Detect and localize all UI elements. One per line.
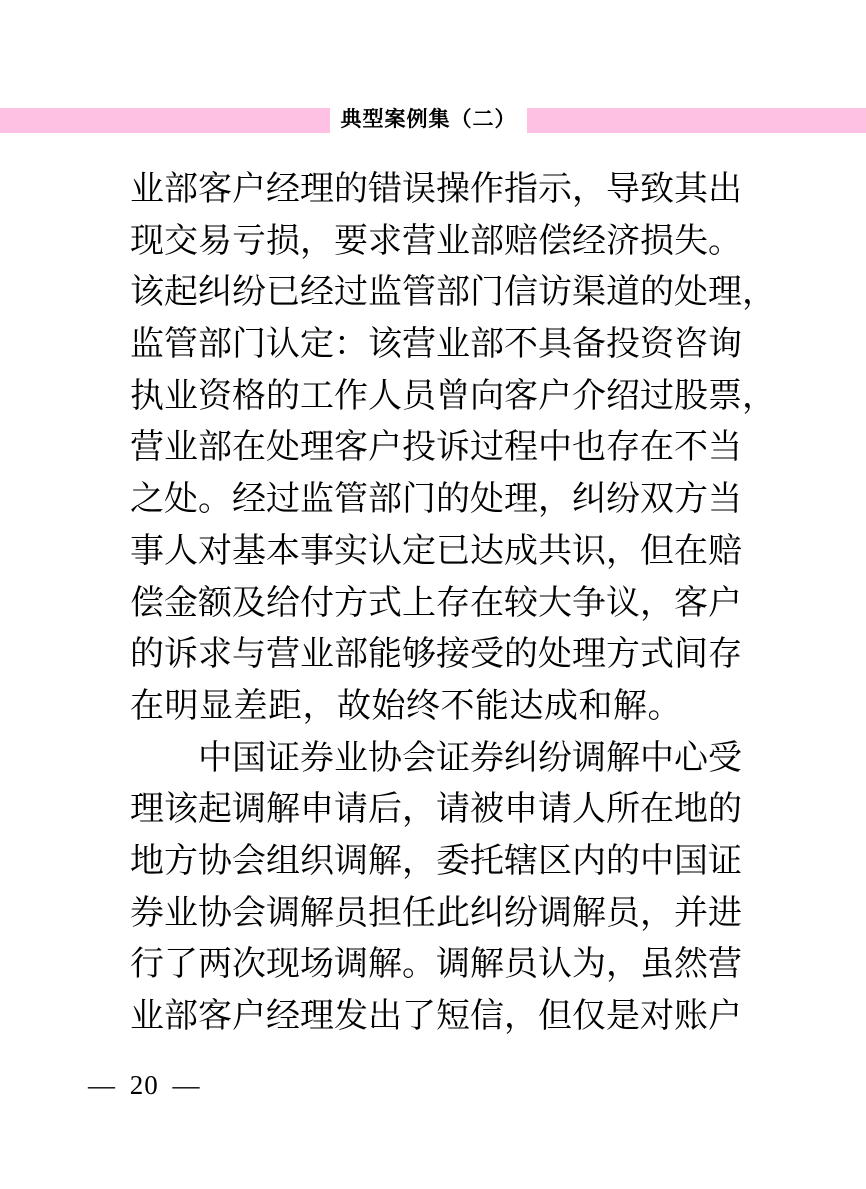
page-number: — 20 — (88, 1070, 201, 1100)
header-rule-left (0, 108, 330, 133)
running-head (0, 108, 866, 133)
body-line: 事人对基本事实认定已达成共识，但在赔 (130, 532, 742, 570)
body-line: 现交易亏损，要求营业部赔偿经济损失。 (130, 222, 742, 260)
body-line: 之处。经过监管部门的处理，纠纷双方当 (130, 481, 742, 519)
header-title: 典型案例集（二） (340, 108, 517, 131)
body-line: 券业协会调解员担任此纠纷调解员，并进 (130, 894, 742, 932)
header-rule-right (527, 108, 866, 133)
body-line: 行了两次现场调解。调解员认为，虽然营 (130, 946, 742, 984)
body-line-paragraph-start: 中国证券业协会证券纠纷调解中心受 (198, 739, 742, 777)
body-line: 执业资格的工作人员曾向客户介绍过股票， (130, 377, 776, 415)
body-line: 监管部门认定：该营业部不具备投资咨询 (130, 326, 742, 364)
body-line: 该起纠纷已经过监管部门信访渠道的处理， (130, 274, 776, 312)
body-line-paragraph-end: 在明显差距，故始终不能达成和解。 (130, 687, 682, 725)
body-line: 偿金额及给付方式上存在较大争议，客户 (130, 584, 742, 622)
body-line: 营业部在处理客户投诉过程中也存在不当 (130, 429, 742, 467)
body-line: 的诉求与营业部能够接受的处理方式间存 (130, 636, 742, 674)
body-line: 地方协会组织调解，委托辖区内的中国证 (130, 842, 742, 880)
body-line: 业部客户经理的错误操作指示，导致其出 (130, 171, 742, 208)
body-line: 理该起调解申请后，请被申请人所在地的 (130, 791, 742, 829)
body-text (130, 164, 776, 1043)
body-line: 业部客户经理发出了短信，但仅是对账户 (130, 998, 742, 1035)
